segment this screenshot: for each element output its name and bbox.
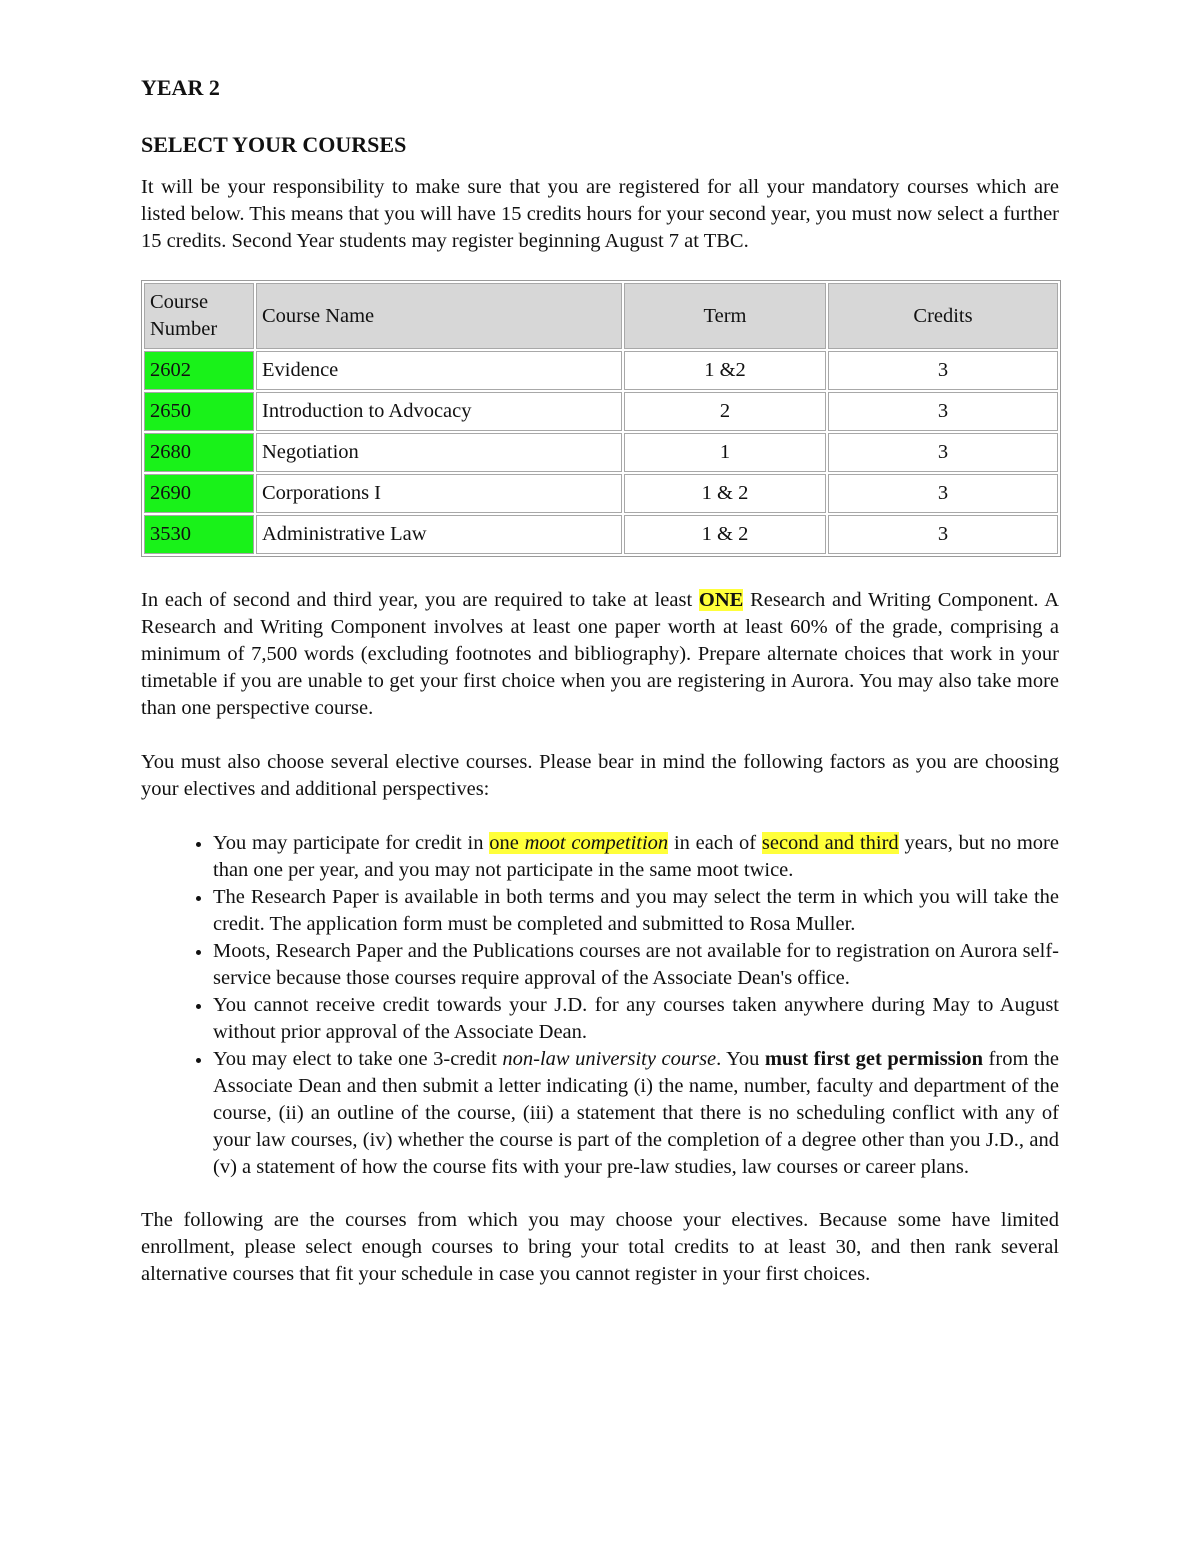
moot-highlight xyxy=(489,832,668,854)
moot-competition-text: moot competition xyxy=(524,832,669,854)
credits-cell: 3 xyxy=(828,392,1058,431)
bullet-text: You may participate for credit in xyxy=(213,832,490,854)
table-row xyxy=(144,433,1058,472)
electives-intro-paragraph: You must also choose several elective courses. Please bear in mind the following factors as you are choosing your electives and additional perspectives: xyxy=(141,751,1059,800)
header-course-name: Course Name xyxy=(256,283,622,349)
bullet-text: from the Associate Dean and then submit a letter indicating (i) the name, number, faculty and department of the course, (ii) an outline of the course, (iii) a statement that there is no scheduling conflict with any of your law courses, (iv) whether the course is part of the completion of a degree other than you J.D., and (v) a statement of how the course fits with your pre-law studies, law courses or career plans. xyxy=(213,1048,1059,1178)
course-number-cell: 2650 xyxy=(144,392,254,431)
table-row xyxy=(144,474,1058,513)
bullet-text: years, but no more than one per year, and you may not participate in the same moot twice. xyxy=(213,832,1059,881)
table-header-row xyxy=(144,283,1058,349)
course-number-cell: 3530 xyxy=(144,515,254,554)
header-term: Term xyxy=(624,283,826,349)
one-text: one xyxy=(489,832,525,854)
course-name-cell: Negotiation xyxy=(256,433,622,472)
table-row xyxy=(144,515,1058,554)
term-cell: 1 & 2 xyxy=(624,515,826,554)
course-number-cell: 2602 xyxy=(144,351,254,390)
term-cell: 1 & 2 xyxy=(624,474,826,513)
list-item xyxy=(213,1046,1059,1181)
mandatory-courses-table xyxy=(141,280,1061,557)
course-number-cell: 2680 xyxy=(144,433,254,472)
course-name-cell: Administrative Law xyxy=(256,515,622,554)
intro-paragraph: It will be your responsibility to make sure that you are registered for all your mandatory courses which are listed below. This means that you will have 15 credits hours for your second year, you must now select a further 15 credits. Second Year students may register beginning August 7 at TBC. xyxy=(141,176,1059,252)
course-name-cell: Evidence xyxy=(256,351,622,390)
factors-list xyxy=(141,830,1059,1181)
credits-cell: 3 xyxy=(828,351,1058,390)
course-name-cell: Corporations I xyxy=(256,474,622,513)
list-item xyxy=(213,830,1059,884)
term-cell: 1 &2 xyxy=(624,351,826,390)
credits-cell: 3 xyxy=(828,433,1058,472)
course-number-cell: 2690 xyxy=(144,474,254,513)
select-courses-heading: SELECT YOUR COURSES xyxy=(141,132,407,157)
table-row xyxy=(144,392,1058,431)
years-highlight: second and third xyxy=(761,832,899,854)
table-row xyxy=(144,351,1058,390)
year-heading: YEAR 2 xyxy=(141,75,220,100)
research-text-before: In each of second and third year, you are required to take at least xyxy=(141,589,699,611)
credits-cell: 3 xyxy=(828,474,1058,513)
bullet-text: You may elect to take one 3-credit xyxy=(213,1048,503,1070)
permission-bold-text: must first get permission xyxy=(764,1048,984,1070)
research-paragraph xyxy=(141,587,1059,722)
bullet-text: . You xyxy=(716,1048,765,1070)
list-item: • You cannot receive credit towards your J.D. for any courses taken anywhere during May to August without prior approval of the Associate Dean. xyxy=(213,992,1059,1046)
research-text-after: Research and Writing Component. A Research and Writing Component involves at least one paper worth at least 60% of the grade, comprising a minimum of 7,500 words (excluding footnotes and bibliography). Prepare alternate choices that work in your timetable if you are unable to get your first choice when you are registering in Aurora. You may also take more than one perspective course. xyxy=(141,589,1059,719)
header-course-number: Course Number xyxy=(144,283,254,349)
document-page xyxy=(141,70,1059,1288)
non-law-course-text: non-law university course xyxy=(502,1048,717,1070)
course-name-cell: Introduction to Advocacy xyxy=(256,392,622,431)
credits-cell: 3 xyxy=(828,515,1058,554)
one-highlight: ONE xyxy=(698,589,744,611)
term-cell: 2 xyxy=(624,392,826,431)
list-item: • Moots, Research Paper and the Publications courses are not available for to registration on Aurora self-service because those courses require approval of the Associate Dean's office. xyxy=(213,938,1059,992)
term-cell: 1 xyxy=(624,433,826,472)
closing-paragraph: The following are the courses from which you may choose your electives. Because some have limited enrollment, please select enough courses to bring your total credits to at least 30, and then rank several alternative courses that fit your schedule in case you cannot register in your first choices. xyxy=(141,1209,1059,1285)
list-item: • The Research Paper is available in both terms and you may select the term in which you will take the credit. The application form must be completed and submitted to Rosa Muller. xyxy=(213,884,1059,938)
header-credits: Credits xyxy=(828,283,1058,349)
bullet-text: in each of xyxy=(668,832,762,854)
